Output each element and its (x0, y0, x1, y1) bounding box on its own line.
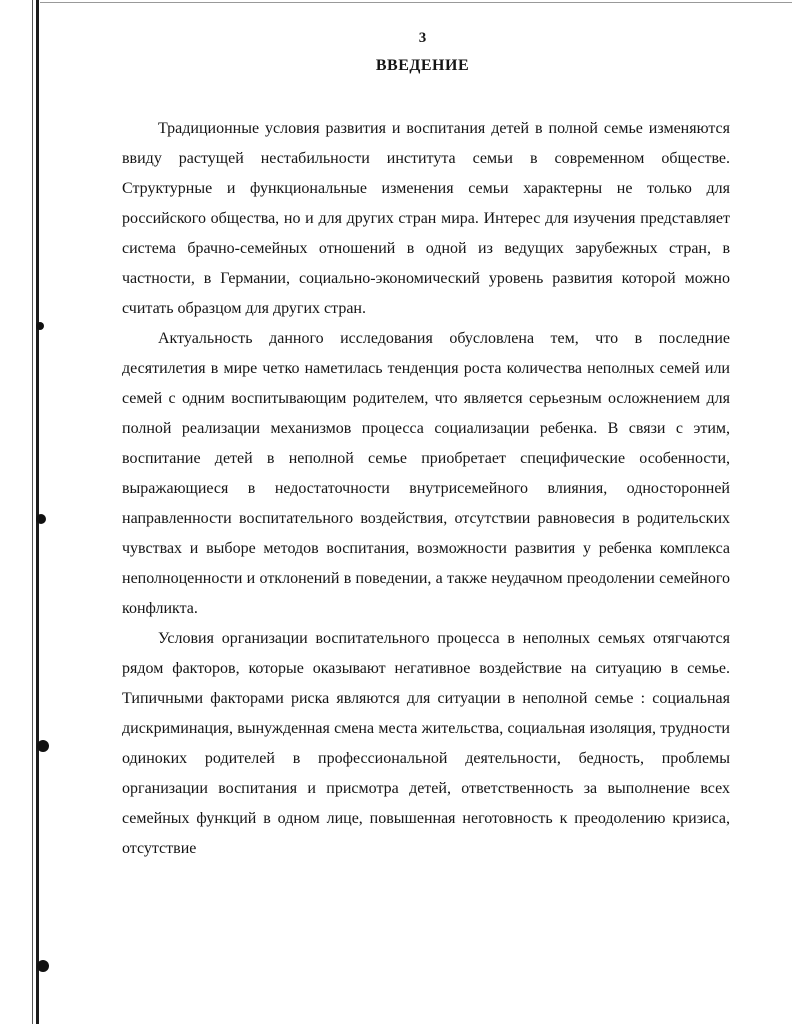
scan-binding-edge (36, 0, 39, 1024)
paragraph-risk-factors: Условия организации воспитательного процесса в неполных семьях отягчаются рядом факторов, которые оказывают негативное воздействие на ситуацию в семье. Типичными факторами риска являются для ситуации в неполной семье : социальная дискриминация, вынужденная смена места жительства, социальная изоляция, трудности одиноких родителей в профессиональной деятельности, бедность, проблемы организации воспитания и присмотра детей, ответственность за выполнение всех семейных функций в одном лице, повышенная неготовность к преодолению кризиса, отсутствие (122, 630, 730, 857)
page-number: 3 (418, 30, 427, 46)
scan-punch-mark (36, 322, 44, 330)
scan-binding-shadow (32, 0, 33, 1024)
page-title: ВВЕДЕНИЕ (375, 57, 470, 74)
scan-punch-mark (36, 514, 46, 524)
scan-punch-mark (37, 960, 49, 972)
paragraph-context: Традиционные условия развития и воспитания детей в полной семье изменяются ввиду растущей нестабильности института семьи в современном обществе. Структурные и функциональные изменения семьи характерны не только для российского общества, но и для других стран мира. Интерес для изучения представляет система брачно-семейных отношений в одной из ведущих зарубежных стран, в частности, в Германии, социально-экономический уровень развития которой можно считать образцом для других стран. (122, 120, 730, 317)
paragraph-relevance: Актуальность данного исследования обусловлена тем, что в последние десятилетия в мире четко наметилась тенденция роста количества неполных семей или семей с одним воспитывающим родителем, что является серьезным осложнением для полной реализации механизмов процесса социализации ребенка. В связи с этим, воспитание детей в неполной семье приобретает специфические особенности, выражающиеся в недостаточности внутрисемейного влияния, односторонней направленности воспитательного воздействия, отсутствии равновесия в родительских чувствах и выборе методов воспитания, возможности развития у ребенка комплекса неполноценности и отклонений в поведении, а также неудачном преодолении семейного конфликта. (122, 330, 730, 617)
scan-top-edge (40, 2, 792, 3)
body-text (122, 114, 730, 864)
scan-punch-mark (37, 740, 49, 752)
